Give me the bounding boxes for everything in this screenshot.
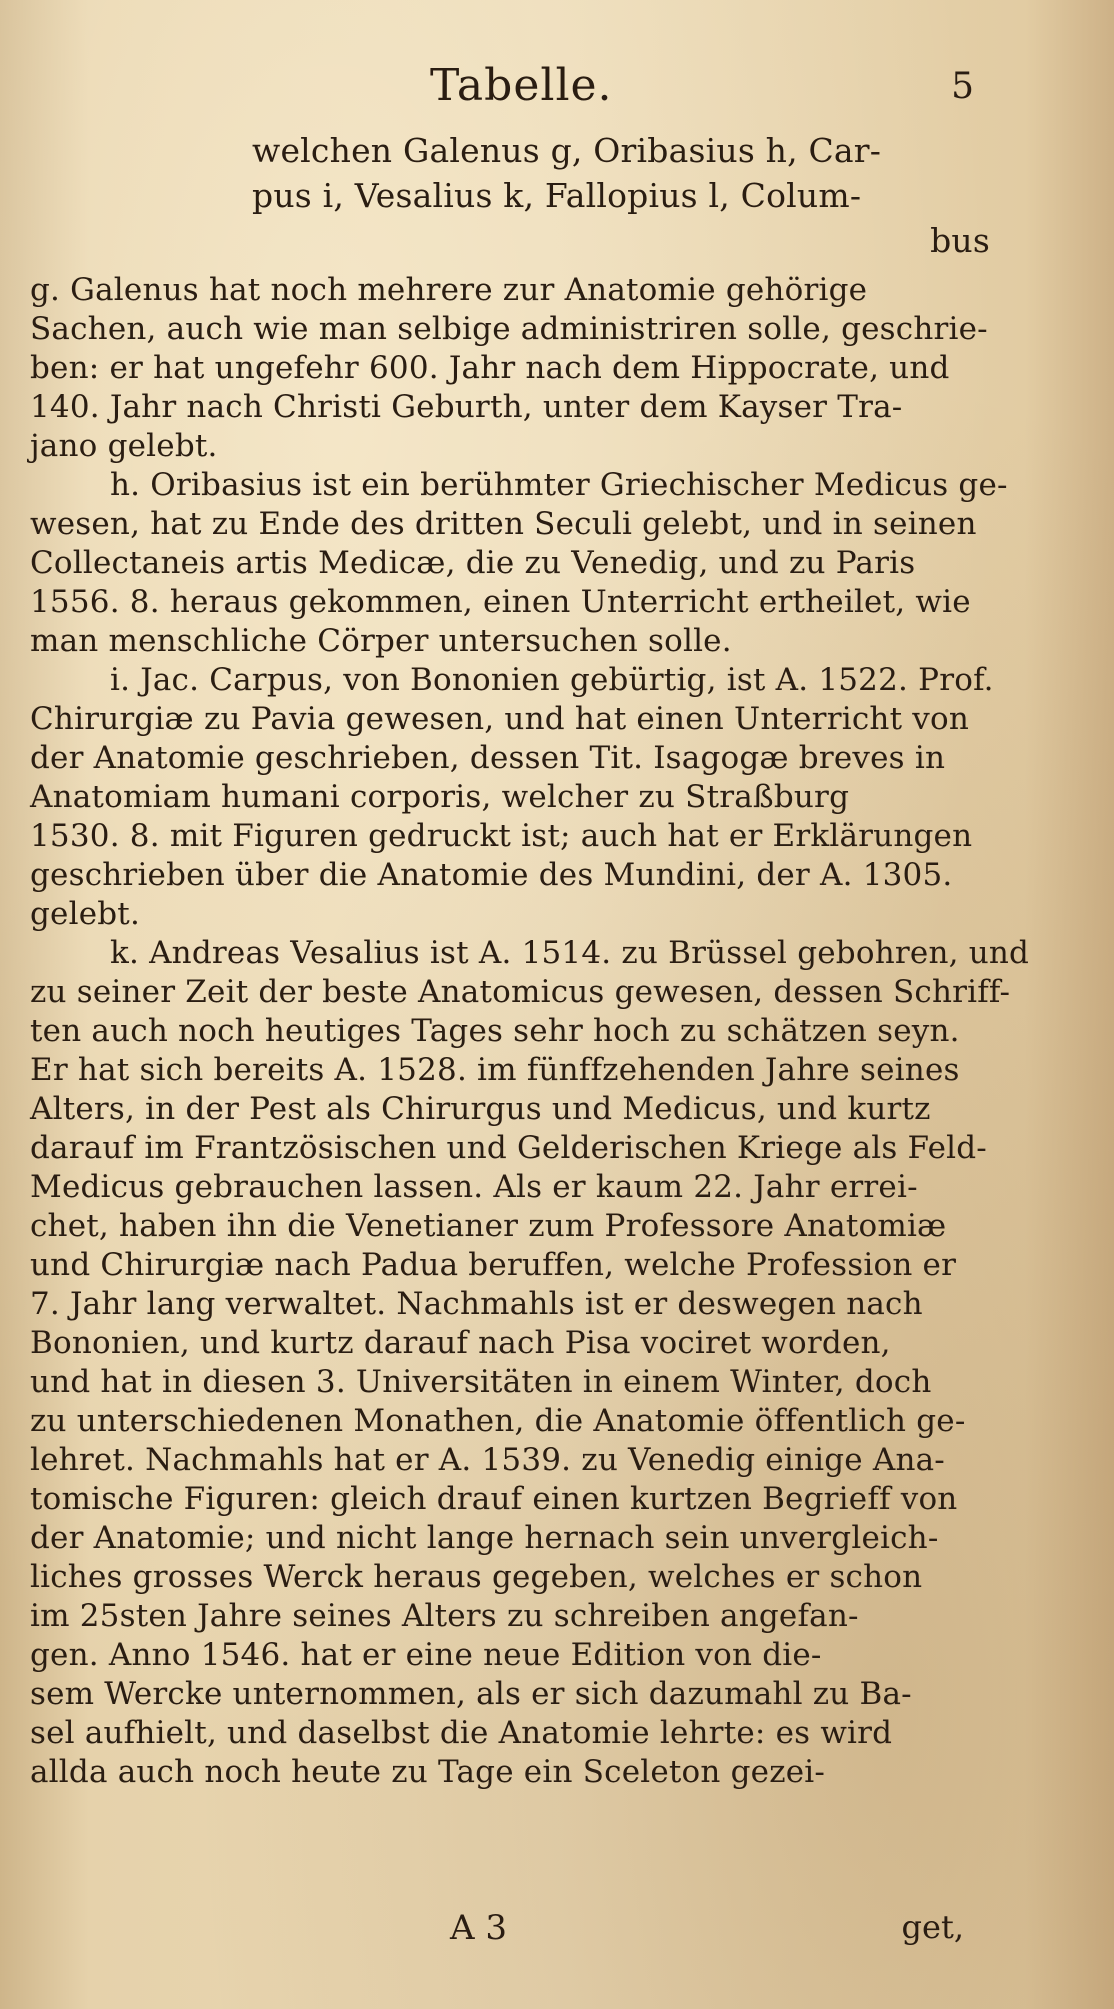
text-line: 1556. 8. heraus gekommen, einen Unterricht ertheilet, wie — [30, 584, 971, 620]
text-line: zu unterschiedenen Monathen, die Anatomie öffentlich ge- — [30, 1403, 966, 1439]
text-line: chet, haben ihn die Venetianer zum Professore Anatomiæ — [30, 1208, 947, 1244]
text-line: geschrieben über die Anatomie des Mundini, der A. 1305. — [30, 857, 953, 893]
text-line: Alters, in der Pest als Chirurgus und Medicus, und kurtz — [30, 1091, 931, 1127]
text-line: darauf im Frantzösischen und Gelderischen Kriege als Feld- — [30, 1130, 987, 1166]
text-line: Er hat sich bereits A. 1528. im fünffzehenden Jahre seines — [30, 1052, 960, 1088]
text-line: Sachen, auch wie man selbige administriren solle, geschrie- — [30, 311, 988, 347]
text-line: sel aufhielt, und daselbst die Anatomie lehrte: es wird — [30, 1715, 893, 1751]
text-line: Medicus gebrauchen lassen. Als er kaum 22. Jahr errei- — [30, 1169, 918, 1205]
text-line: und hat in diesen 3. Universitäten in einem Winter, doch — [30, 1364, 932, 1400]
text-line: und Chirurgiæ nach Padua beruffen, welche Profession er — [30, 1247, 957, 1283]
text-line: gen. Anno 1546. hat er eine neue Edition von die- — [30, 1637, 822, 1673]
text-line: ten auch noch heutiges Tages sehr hoch zu schätzen seyn. — [30, 1013, 960, 1049]
text-line: 140. Jahr nach Christi Geburth, unter dem Kayser Tra- — [30, 389, 903, 425]
page-number: 5 — [951, 66, 974, 107]
text-line: wesen, hat zu Ende des dritten Seculi gelebt, und in seinen — [30, 506, 977, 542]
text-line: h. Oribasius ist ein berühmter Griechischer Medicus ge- — [110, 467, 1008, 503]
text-line: Bononien, und kurtz darauf nach Pisa vociret worden, — [30, 1325, 891, 1361]
running-title: Tabelle. — [430, 60, 613, 111]
lead-paragraph — [30, 128, 990, 263]
text-line: der Anatomie; und nicht lange hernach sein unvergleich- — [30, 1520, 939, 1556]
text-line: k. Andreas Vesalius ist A. 1514. zu Brüssel gebohren, und — [110, 935, 1030, 971]
text-line: g. Galenus hat noch mehrere zur Anatomie gehörige — [30, 272, 868, 308]
text-line: Collectaneis artis Medicæ, die zu Venedig, und zu Paris — [30, 545, 916, 581]
text-line: gelebt. — [30, 896, 141, 932]
page-header — [0, 60, 1114, 120]
text-line: Chirurgiæ zu Pavia gewesen, und hat einen Unterricht von — [30, 701, 970, 737]
text-line: lehret. Nachmahls hat er A. 1539. zu Venedig einige Ana- — [30, 1442, 945, 1478]
text-line: im 25sten Jahre seines Alters zu schreiben angefan- — [30, 1598, 859, 1634]
body-text — [30, 128, 1030, 1792]
text-line: zu seiner Zeit der beste Anatomicus gewesen, dessen Schriff- — [30, 974, 1011, 1010]
text-line: pus i, Vesalius k, Fallopius l, Colum- — [252, 176, 862, 215]
signature-mark: A 3 — [450, 1908, 507, 1948]
text-line: ben: er hat ungefehr 600. Jahr nach dem Hippocrate, und — [30, 350, 950, 386]
text-line: jano gelebt. — [30, 428, 218, 464]
page-footer — [0, 1908, 1114, 1958]
text-line: welchen Galenus g, Oribasius h, Car- — [252, 131, 882, 170]
text-line: i. Jac. Carpus, von Bononien gebürtig, ist A. 1522. Prof. — [110, 662, 994, 698]
text-line: sem Wercke unternommen, als er sich dazumahl zu Ba- — [30, 1676, 912, 1712]
text-line: tomische Figuren: gleich drauf einen kurtzen Begrieff von — [30, 1481, 958, 1517]
text-line: Anatomiam humani corporis, welcher zu Straßburg — [30, 779, 850, 815]
catchword: get, — [901, 1908, 964, 1946]
text-line: 7. Jahr lang verwaltet. Nachmahls ist er deswegen nach — [30, 1286, 923, 1322]
text-line: der Anatomie geschrieben, dessen Tit. Isagogæ breves in — [30, 740, 946, 776]
text-line: liches grosses Werck heraus gegeben, welches er schon — [30, 1559, 923, 1595]
text-line: 1530. 8. mit Figuren gedruckt ist; auch hat er Erklärungen — [30, 818, 973, 854]
text-line: allda auch noch heute zu Tage ein Sceleton gezei- — [30, 1754, 826, 1790]
text-line: bus — [930, 221, 990, 260]
text-line: man menschliche Cörper untersuchen solle. — [30, 623, 732, 659]
